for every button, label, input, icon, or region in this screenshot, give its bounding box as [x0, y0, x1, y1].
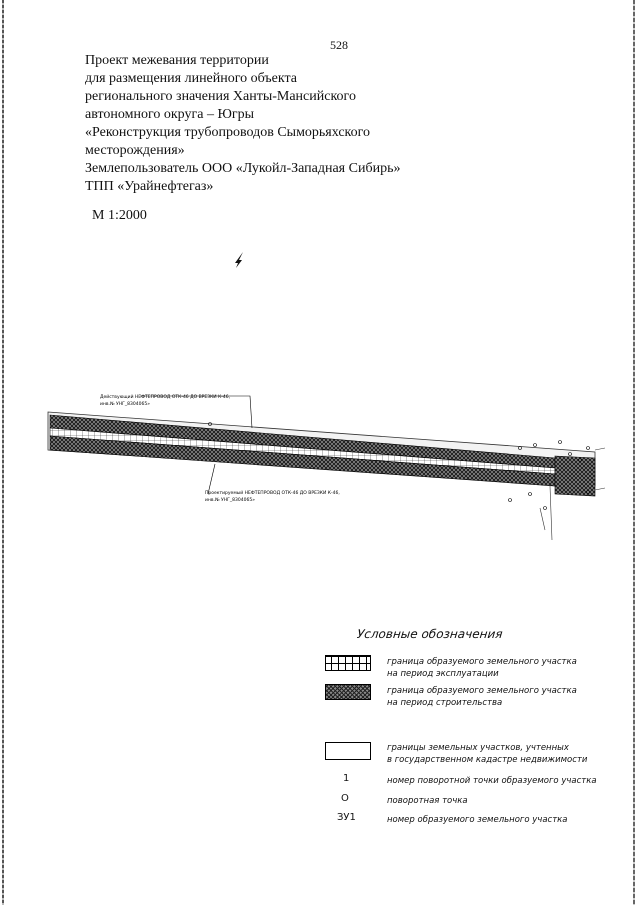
turning-point-symbol: O [341, 793, 349, 804]
legend-line: в государственном кадастре недвижимости [387, 755, 588, 765]
title-block [85, 52, 400, 196]
title-line: месторождения» [85, 143, 185, 158]
title-line: Землепользователь ООО «Лукойл-Западная Сибирь» [85, 161, 401, 176]
title-line: автономного округа – Югры [85, 107, 254, 122]
turning-point-number-symbol: 1 [343, 773, 350, 784]
legend-label: номер поворотной точки образуемого участка [387, 776, 597, 786]
title-line: Проект межевания территории [85, 53, 269, 68]
legend-label [387, 685, 577, 709]
title-line: ТПП «Урайнефтегаз» [85, 179, 214, 194]
legend-label: номер образуемого земельного участка [387, 815, 568, 825]
legend-label: поворотная точка [387, 796, 468, 806]
title-line: для размещения линейного объекта [85, 71, 297, 86]
title-line: «Реконструкция трубопроводов Сыморьяхского [85, 125, 371, 140]
legend-title: Условные обозначения [356, 627, 504, 641]
scan-border-left [2, 0, 4, 905]
cadastral-map [40, 390, 610, 540]
legend-line: на период эксплуатации [387, 669, 499, 679]
lower-callout-line: Проектируемый НЕФТЕПРОВОД ОТК-46 ДО ВРЕЗКИ К-46, [205, 491, 340, 496]
north-arrow-icon [232, 250, 246, 270]
legend-line: на период строительства [387, 698, 503, 708]
cadastral-boundary-symbol [325, 742, 371, 760]
lower-callout-line: инв.№ УНГ_8304065» [205, 498, 255, 503]
upper-callout-line: инв.№ УНГ_8304065» [100, 402, 150, 407]
land-plot-number-symbol: ЗУ1 [337, 812, 356, 823]
lower-callout-leader [208, 464, 215, 494]
legend-line: граница образуемого земельного участка [387, 686, 577, 696]
legend-line: граница образуемого земельного участка [387, 657, 577, 667]
upper-callout-line: Действующий НЕФТЕПРОВОД ОТК-46 ДО ВРЕЗКИ К-46, [100, 395, 231, 400]
legend-label [387, 656, 577, 680]
map-scale: М 1:2000 [92, 208, 147, 223]
legend-line: границы земельных участков, учтенных [387, 743, 569, 753]
title-line: регионального значения Ханты-Мансийского [85, 89, 356, 104]
construction-boundary-symbol [325, 684, 371, 700]
legend-label [387, 742, 587, 766]
operation-boundary-symbol [325, 655, 371, 671]
page-number: 528 [330, 38, 348, 52]
construction-strip-end [555, 456, 595, 496]
scan-border-right [633, 0, 635, 905]
